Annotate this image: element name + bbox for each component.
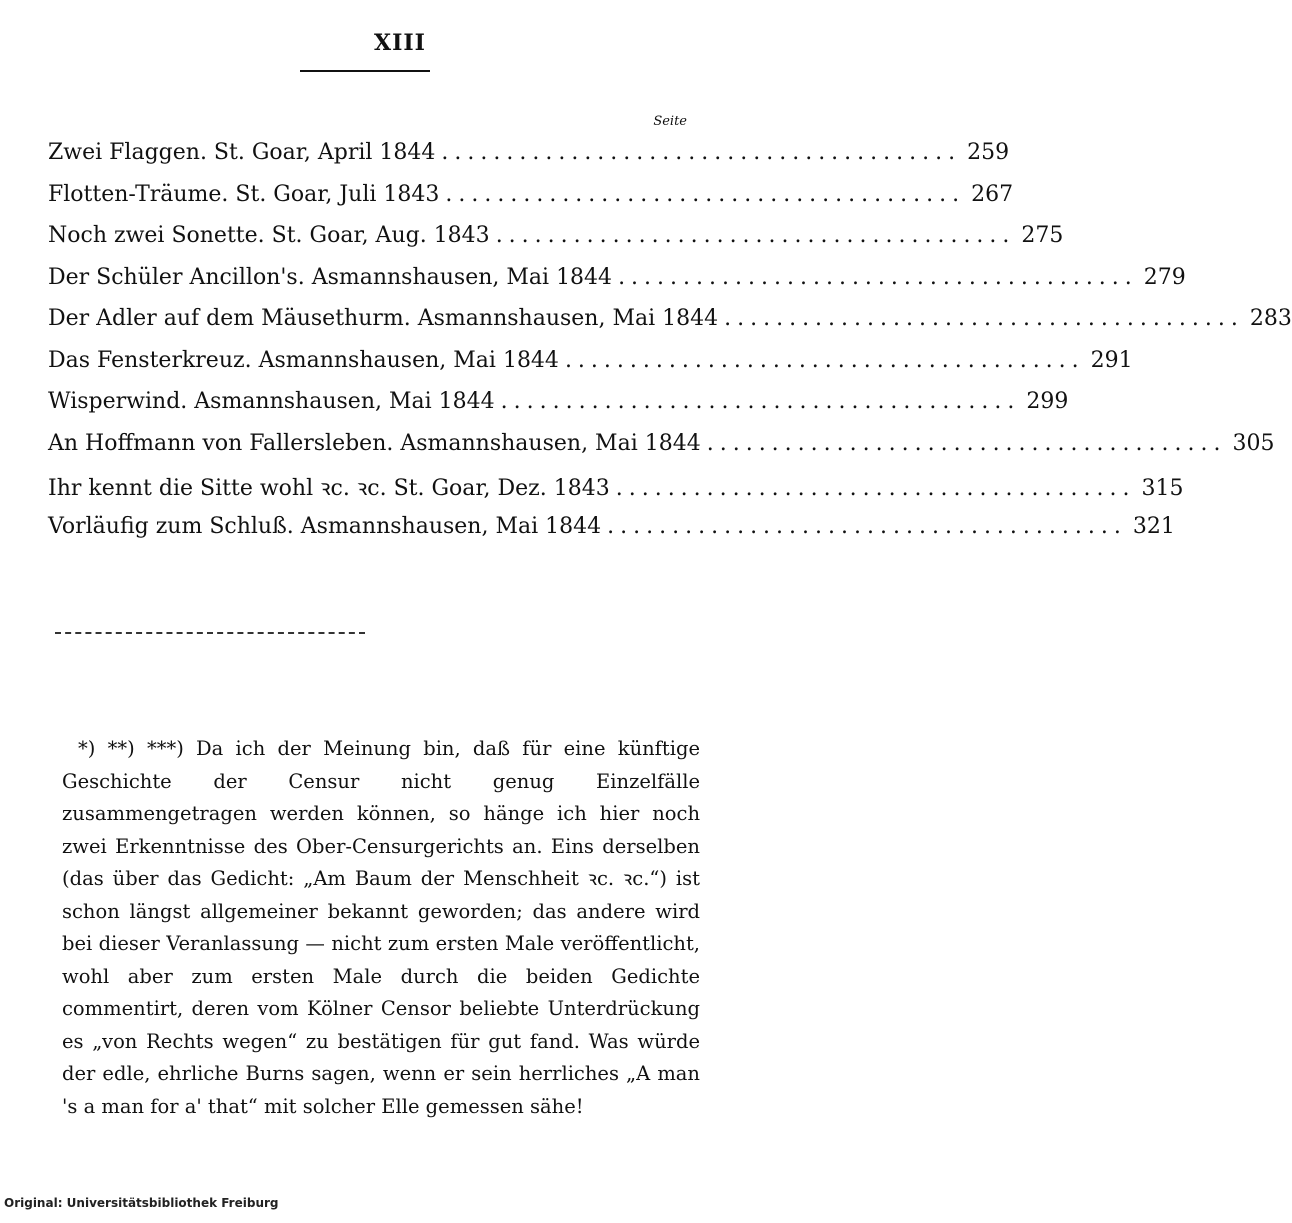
footnote-text: *) **) ***) Da ich der Meinung bin, daß für eine künftige Geschichte der Censur nicht genug Einzelfälle zusammengetragen werden können, so hänge ich hier noch zwei Erkenntnisse des Ober-Censurgerichts an. Eins derselben (das über das Gedicht: „Am Baum der Menschheit ꝛc. ꝛc.“) ist schon längst allgemeiner bekannt geworden; das andere wird bei dieser Veranlassung — nicht zum ersten Male veröffentlicht, wohl aber zum ersten Male durch die beiden Gedichte commentirt, deren vom Kölner Censor beliebte Unterdrückung es „von Rechts wegen“ zu bestätigen für gut fand. Was würde der edle, ehrliche Burns sagen, wenn er sein herrliches „A man 's a man for a' that“ mit solcher Elle gemessen sähe! — [62, 737, 700, 1118]
toc-entry-page: 305 — [1232, 430, 1275, 456]
section-divider — [55, 632, 365, 634]
toc-leader-dots: ........................................ — [500, 389, 1021, 414]
page-number: XIII — [374, 30, 426, 56]
toc-entry-page: 275 — [1021, 223, 1064, 248]
toc-leader-dots: ........................................ — [445, 181, 966, 207]
page-column-label: Seite — [653, 114, 687, 129]
toc-entry — [48, 264, 1186, 307]
toc-entry — [48, 347, 1133, 390]
toc-entry — [48, 181, 1014, 224]
toc-leader-dots: ........................................ — [441, 140, 962, 165]
toc-entry-title: Das Fensterkreuz. Asmannshausen, Mai 1844 — [48, 347, 559, 373]
toc-entry-title: Vorläufig zum Schluß. Asmannshausen, Mai 1844 — [48, 513, 602, 539]
toc-entry-page: 279 — [1143, 264, 1186, 290]
toc-entry-title: Der Adler auf dem Mäusethurm. Asmannshausen, Mai 1844 — [48, 306, 719, 331]
toc-entry-page: 321 — [1132, 513, 1175, 539]
toc-entry-title: An Hoffmann von Fallersleben. Asmannshausen, Mai 1844 — [48, 430, 701, 456]
toc-entry-page: 259 — [967, 140, 1010, 165]
toc-entry — [48, 513, 1175, 556]
toc-entry — [48, 389, 1069, 431]
toc-entry-page: 291 — [1090, 347, 1133, 373]
toc-entry — [48, 223, 1064, 265]
toc-leader-dots: ........................................ — [615, 476, 1136, 501]
toc-entry-page: 267 — [971, 181, 1014, 207]
toc-leader-dots: ........................................ — [607, 513, 1127, 539]
toc-entry — [48, 430, 1275, 473]
toc-entry-page: 299 — [1026, 389, 1069, 414]
toc-leader-dots: ........................................ — [724, 306, 1244, 331]
source-credit: Original: Universitätsbibliothek Freiburg — [4, 1196, 279, 1210]
toc-leader-dots: ........................................ — [564, 347, 1085, 373]
table-of-contents — [48, 140, 1292, 555]
toc-entry — [48, 472, 1184, 514]
toc-entry-title: Zwei Flaggen. St. Goar, April 1844 — [48, 140, 436, 165]
toc-leader-dots: ........................................ — [706, 430, 1227, 456]
toc-entry-page: 283 — [1249, 306, 1292, 331]
toc-entry-title: Noch zwei Sonette. St. Goar, Aug. 1843 — [48, 223, 490, 248]
toc-entry-title: Flotten-Träume. St. Goar, Juli 1843 — [48, 181, 440, 207]
toc-entry — [48, 140, 1010, 182]
toc-entry-page: 315 — [1141, 476, 1184, 501]
header-rule — [300, 70, 430, 72]
toc-entry-title: Ihr kennt die Sitte wohl ꝛc. ꝛc. St. Goar, Dez. 1843 — [48, 476, 610, 501]
toc-entry-title: Wisperwind. Asmannshausen, Mai 1844 — [48, 389, 495, 414]
toc-leader-dots: ........................................ — [618, 264, 1138, 290]
footnote — [62, 733, 700, 1123]
toc-entry-title: Der Schüler Ancillon's. Asmannshausen, Mai 1844 — [48, 264, 613, 290]
toc-leader-dots: ........................................ — [495, 223, 1016, 248]
toc-entry — [48, 306, 1292, 348]
